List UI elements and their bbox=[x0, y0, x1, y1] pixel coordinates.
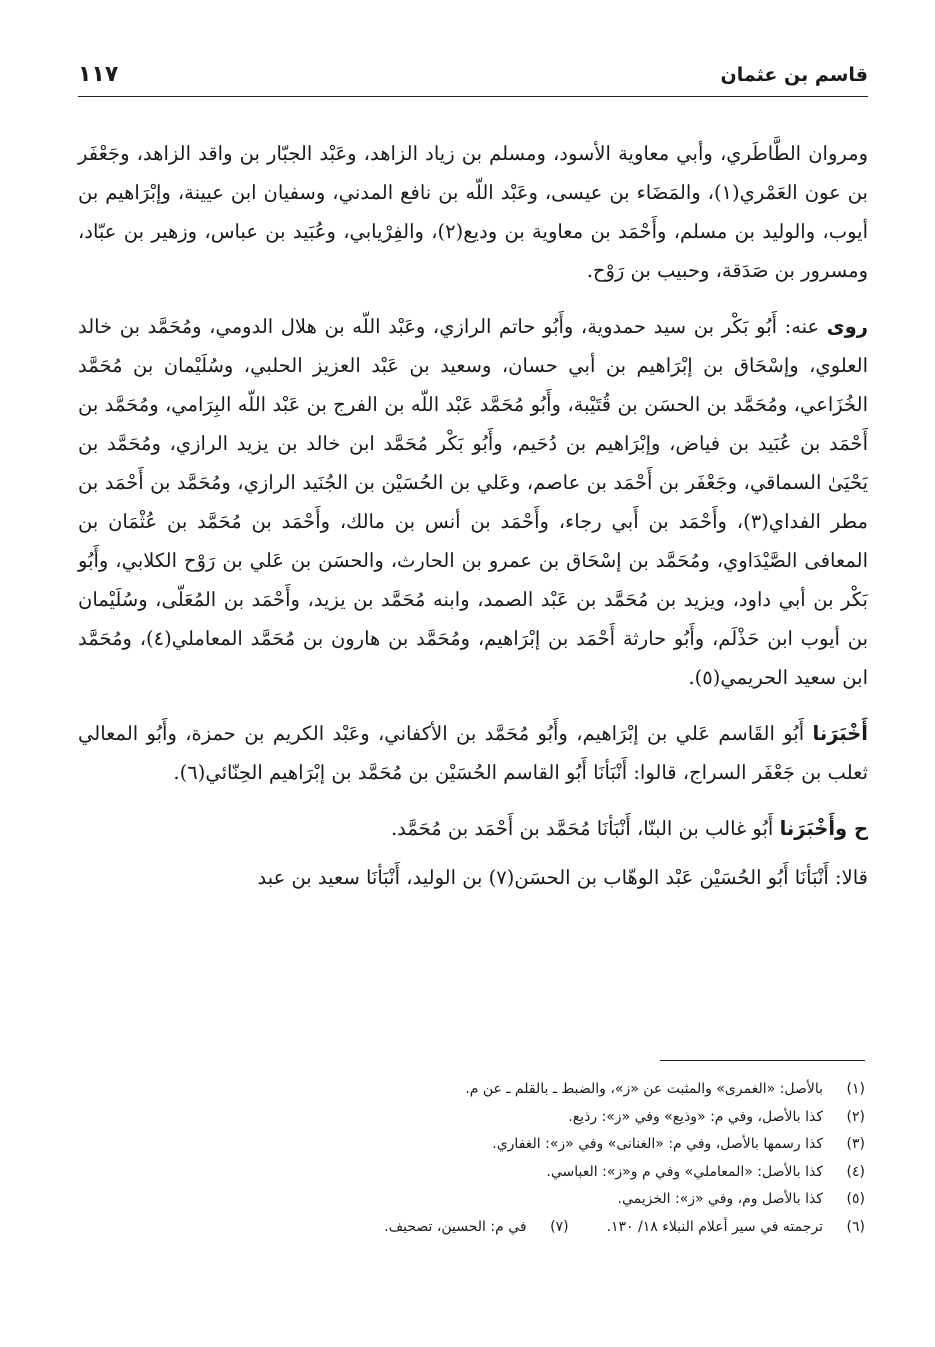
page-number: ١١٧ bbox=[78, 62, 119, 87]
footnote bbox=[160, 1076, 865, 1104]
paragraph-text: أَبُو القَاسم عَلي بن إبْرَاهيم، وأَبُو مُحَمَّد بن الأكفاني، وعَبْد الكريم بن حمزة، وأَبُو المعالي ثعلب بن جَعْفَر السراج، قالوا: أَنْبَأنَا أَبُو القاسم الحُسَيْن بن مُحَمَّد بن إبْرَاهيم الحِنّائي(٦). bbox=[78, 722, 868, 784]
paragraph bbox=[78, 307, 868, 697]
paragraph-text: عنه: أَبُو بَكْر بن سيد حمدوية، وأَبُو حاتم الرازي، وعَبْد اللّه بن هلال الدومي، ومُحَمَّد بن خالد العلوي، وإسْحَاق بن إبْرَاهيم بن أبي حسان، وسعيد بن عَبْد العزيز الحلبي، وسُلَيْمان بن مُحَمَّد الخُزَاعي، ومُحَمَّد بن الحسَن بن قُتَيْبة، وأَبُو مُحَمَّد عَبْد اللّه بن الفرج بن عَبْد اللّه البِرَامي، ومُحَمَّد بن أَحْمَد بن عُبَيد بن فياض، وإبْرَاهيم بن دُحَيم، وأَبُو بَكْر مُحَمَّد ابن خالد بن يزيد الرازي، ومُحَمَّد بن يَحْيَىٰ السماقي، وجَعْفَر بن أَحْمَد بن عاصم، وعَلي بن الحُسَيْن بن الجُنَيد الرازي، ومُحَمَّد بن أَحْمَد بن مطر الفداي(٣)، وأَحْمَد بن أَبي رجاء، وأَحْمَد بن أنس بن مالك، وأَحْمَد بن مُحَمَّد بن عُثْمَان بن المعافى الصَّيْدَاوي، ومُحَمَّد بن إسْحَاق بن عمرو بن الحارث، والحسَن بن عَلي بن رَوْح الكلابي، وأَبُو بَكْر بن أبي داود، ويزيد بن مُحَمَّد بن عَبْد الصمد، وابنه مُحَمَّد بن يزيد، وأَحْمَد بن المُعَلّى، وسُلَيْمان بن أيوب ابن حَذْلَم، وأَبُو حارثة أَحْمَد بن إبْرَاهيم، ومُحَمَّد بن هارون بن مُحَمَّد المعاملي(٤)، ومُحَمَّد ابن سعيد الحريمي(٥). bbox=[78, 315, 868, 689]
footnote bbox=[160, 1131, 865, 1159]
footnote-number: (١) bbox=[846, 1081, 865, 1097]
footnotes bbox=[160, 1076, 865, 1241]
footnote-text: كذا بالأصل وم، وفي «ز»: الخزيمي. bbox=[617, 1191, 823, 1207]
footnote-text: ترجمته في سير أعلام النبلاء ١٨/ ١٣٠. bbox=[606, 1218, 823, 1235]
footnote-text: بالأصل: «الغمرى» والمثبت عن «ز»، والضبط ـ بالقلم ـ عن م. bbox=[465, 1081, 823, 1097]
footnote-number: (٣) bbox=[846, 1136, 865, 1152]
footnote-number: (٦) bbox=[846, 1218, 865, 1235]
paragraph bbox=[78, 714, 868, 792]
page-header bbox=[78, 60, 868, 97]
footnote bbox=[160, 1186, 865, 1214]
paragraph-text: ومروان الطَّاطَري، وأبي معاوية الأسود، ومسلم بن زياد الزاهد، وعَبْد الجبّار بن واقد الزاهد، وجَعْفَر بن عون العَمْري(١)، والمَضَاء بن عيسى، وعَبْد اللّه بن نافع المدني، وسفيان ابن عيينة، وإبْرَاهيم بن أيوب، والوليد بن مسلم، وأَحْمَد بن معاوية بن وديع(٢)، والفِرْيابي، وعُبَيد بن عباس، وزهير بن عبّاد، ومسرور بن صَدَقة، وحبيب بن رَوْح. bbox=[78, 142, 868, 282]
footnote bbox=[160, 1104, 865, 1132]
footnote-text: كذا بالأصل: «المعاملي» وفي م و«ز»: العباسي. bbox=[546, 1163, 823, 1180]
footnote-number: (٤) bbox=[846, 1163, 865, 1180]
footnote-text: كذا رسمها بالأصل، وفي م: «الغنانى» وفي «ز»: الغفاري. bbox=[492, 1136, 823, 1152]
paragraph-text: قالا: أَنْبَأنَا أَبُو الحُسَيْن عَبْد الوهّاب بن الحسَن(٧) بن الوليد، أَنْبَأنَا سعيد بن عبد bbox=[257, 866, 868, 889]
footnote-number: (٢) bbox=[846, 1108, 865, 1125]
footnote-separator bbox=[660, 1060, 865, 1061]
footnote-number: (٥) bbox=[846, 1191, 865, 1207]
paragraph-lead-word: ح وأَخْبَرَنا bbox=[779, 817, 868, 840]
footnote-pair bbox=[160, 1214, 865, 1242]
footnote-text: في م: الحسين، تصحيف. bbox=[384, 1218, 527, 1235]
main-text bbox=[78, 134, 868, 897]
footnote bbox=[160, 1159, 865, 1187]
footnote-gap bbox=[569, 1214, 607, 1242]
paragraph bbox=[78, 134, 868, 290]
running-title: قاسم بن عثمان bbox=[720, 64, 868, 86]
footnote-text: كذا بالأصل، وفي م: «وذيع» وفي «ز»: رذيع. bbox=[568, 1108, 823, 1125]
paragraph-lead-word: روى bbox=[826, 315, 868, 338]
paragraph bbox=[78, 809, 868, 848]
paragraph-text: أَبُو غالب بن البنّا، أَنْبَأنَا مُحَمَّد بن أَحْمَد بن مُحَمَّد. bbox=[390, 817, 780, 840]
footnote-number: (٧) bbox=[550, 1218, 569, 1235]
paragraph bbox=[78, 858, 868, 897]
paragraph-lead-word: أَخْبَرَنا bbox=[812, 722, 868, 745]
